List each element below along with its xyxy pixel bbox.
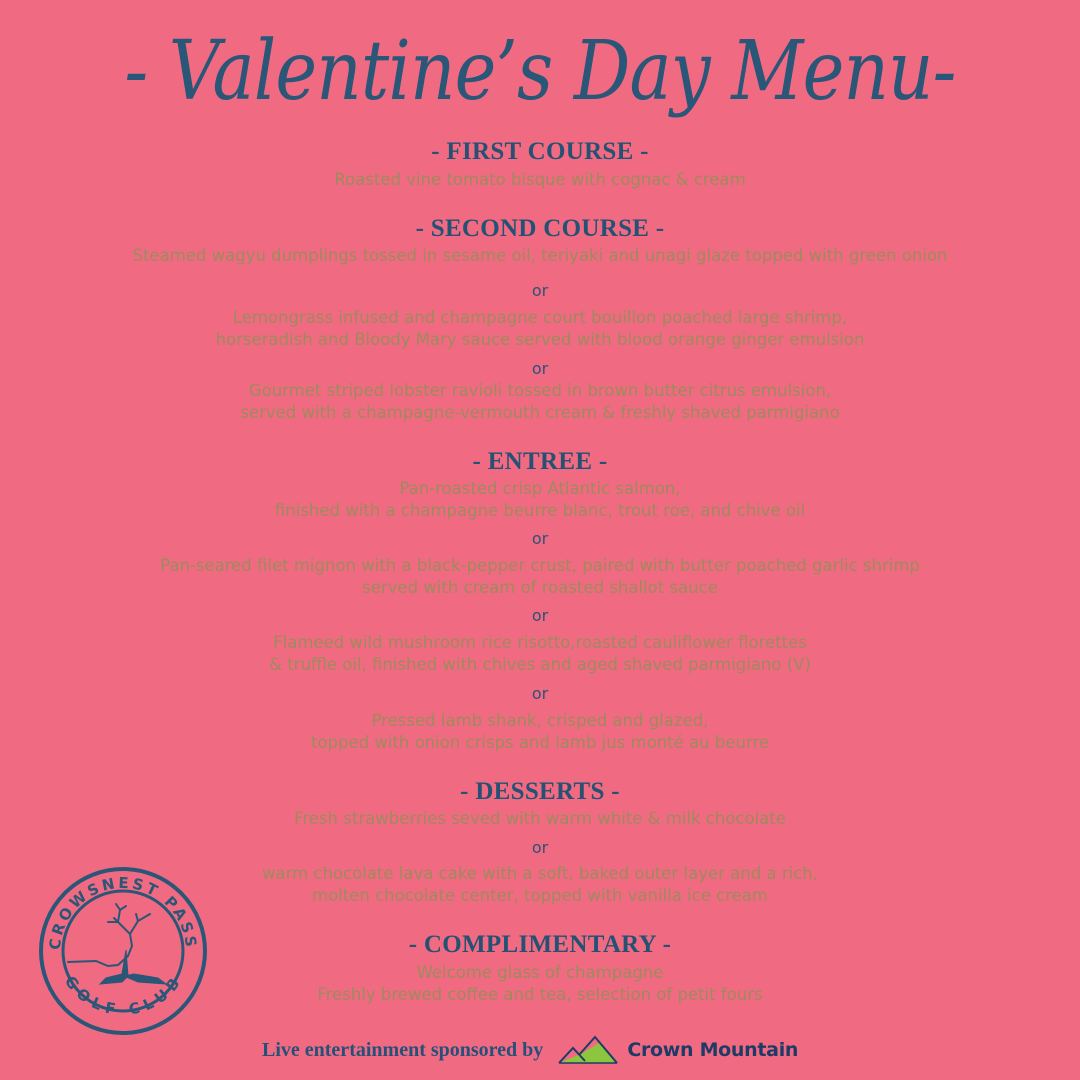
menu-item	[0, 710, 1080, 754]
menu-item-line: Welcome glass of champagne	[416, 963, 664, 982]
menu-item-line: Gourmet striped lobster ravioli tossed in brown butter citrus emulsion,	[248, 381, 832, 400]
menu-item-line: Roasted vine tomato bisque with cognac & cream	[334, 170, 746, 189]
or-separator: or	[531, 606, 549, 625]
menu-item	[0, 632, 1080, 676]
sponsor-name: Crown Mountain	[627, 1039, 799, 1061]
menu-item	[0, 380, 1080, 424]
menu-item-line: Lemongrass infused and champagne court bouillon poached large shrimp,	[232, 308, 848, 327]
or-separator: or	[531, 529, 549, 548]
section-heading-desserts: - DESSERTS -	[460, 778, 620, 805]
menu-item	[0, 169, 1080, 191]
menu-item	[0, 478, 1080, 522]
menu-item-line: horseradish and Bloody Mary sauce served with blood orange ginger emulsion	[215, 330, 865, 349]
menu-item-line: served with cream of roasted shallot sauce	[362, 578, 718, 597]
menu-item-line: finished with a champagne beurre blanc, trout roe, and chive oil	[274, 501, 806, 520]
svg-text:GOLF CLUB: GOLF CLUB	[60, 972, 186, 1019]
menu-item-line: warm chocolate lava cake with a soft, baked outer layer and a rich,	[262, 864, 818, 883]
golf-club-logo	[38, 866, 208, 1036]
section-heading-second-course: - SECOND COURSE -	[415, 215, 665, 242]
or-separator: or	[531, 281, 549, 300]
menu-item-line: Flameed wild mushroom rice risotto,roasted cauliflower florettes	[273, 633, 807, 652]
menu-item-line: & truffle oil, finished with chives and aged shaved parmigiano (V)	[269, 655, 811, 674]
menu-item	[0, 555, 1080, 599]
menu-item	[0, 307, 1080, 351]
section-heading-complimentary: - COMPLIMENTARY -	[408, 931, 672, 958]
sponsor-text: Live entertainment sponsored by	[262, 1038, 544, 1061]
mountain-icon	[557, 1034, 621, 1066]
tree-icon	[38, 866, 208, 1036]
menu-item-line: topped with onion crisps and lamb jus monté au beurre	[310, 733, 770, 752]
or-separator: or	[531, 838, 549, 857]
or-separator: or	[531, 359, 549, 378]
menu-item-line: Pressed lamb shank, crisped and glazed,	[371, 711, 709, 730]
section-heading-first-course: - FIRST COURSE -	[431, 138, 649, 165]
menu-item-line: Pan-seared filet mignon with a black-pepper crust, paired with butter poached garlic shrimp	[160, 556, 920, 575]
menu-title: - Valentine’s Day Menu-	[124, 24, 956, 119]
section-heading-entree: - ENTREE -	[472, 448, 608, 475]
menu-item	[0, 808, 1080, 830]
menu-item-line: served with a champagne-vermouth cream & freshly shaved parmigiano	[240, 403, 840, 422]
menu-item-line: Freshly brewed coffee and tea, selection of petit fours	[317, 985, 763, 1004]
menu-item-line: molten chocolate center, topped with vanilla ice cream	[312, 886, 768, 905]
menu-item-line: Fresh strawberries seved with warm white & milk chocolate	[294, 809, 786, 828]
or-separator: or	[531, 684, 549, 703]
menu-item	[0, 245, 1080, 267]
menu-item-line: Steamed wagyu dumplings tossed in sesame oil, teriyaki and unagi glaze topped with green onion	[132, 246, 948, 265]
svg-text:CROWSNEST PASS: CROWSNEST PASS	[45, 873, 201, 951]
sponsor-footer	[262, 1034, 798, 1066]
menu-item-line: Pan-roasted crisp Atlantic salmon,	[399, 479, 681, 498]
